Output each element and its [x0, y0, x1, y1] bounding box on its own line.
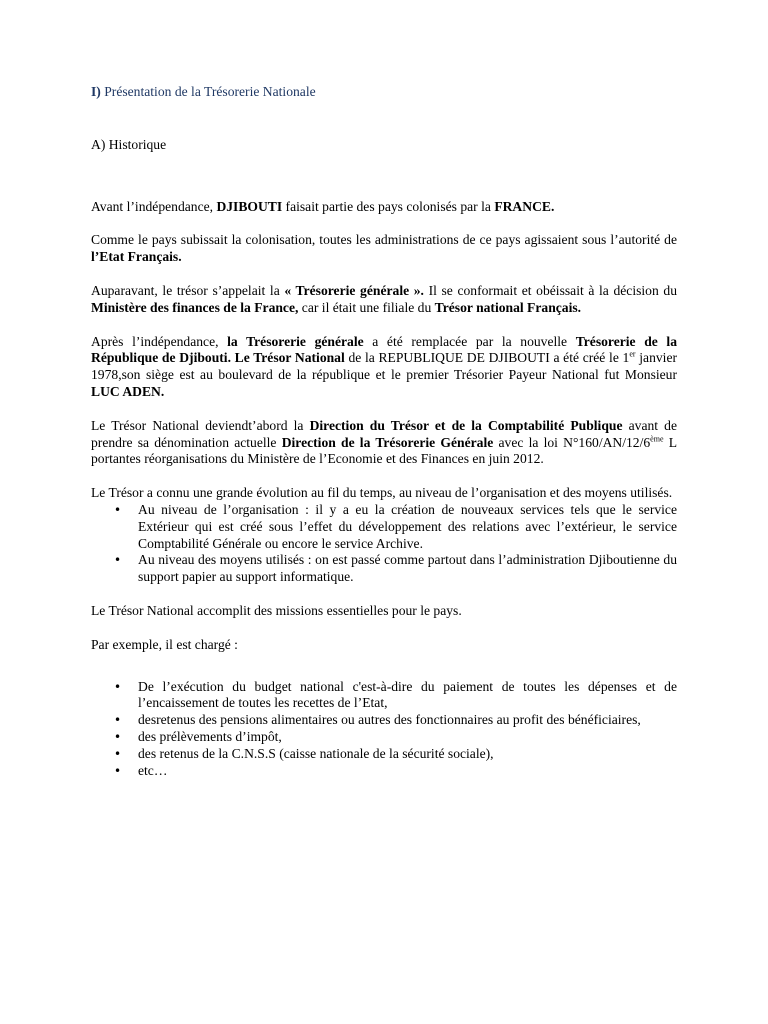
paragraph-3	[91, 283, 677, 317]
list-item: • etc…	[138, 763, 677, 780]
text-run: de la REPUBLIQUE DE DJIBOUTI a été créé le 1	[344, 350, 630, 366]
text-run: Comme le pays subissait la colonisation, toutes les administrations de ce pays agissaient sous l’autorité de	[91, 232, 677, 248]
paragraph-8: Par exemple, il est chargé :	[91, 636, 238, 652]
bullet-list-missions	[91, 679, 677, 780]
section-number: I)	[91, 84, 101, 99]
paragraph-7: Le Trésor National accomplit des missions essentielles pour le pays.	[91, 602, 462, 618]
text-run: car il était une filiale du	[298, 299, 435, 315]
paragraph-6: Le Trésor a connu une grande évolution au fil du temps, au niveau de l’organisation et des moyens utilisés.	[91, 485, 673, 501]
paragraph-5	[91, 418, 677, 468]
text-run: Le Trésor National deviendt’abord la	[91, 417, 310, 433]
text-run: Après l’indépendance,	[91, 333, 228, 349]
bold-run: Trésorerie de la République de Djibouti. Le Trésor National	[91, 333, 677, 366]
text-run: avec la loi N°160/AN/12/6	[493, 434, 651, 450]
text-run: avant de prendre sa dénomination actuelle	[91, 417, 677, 450]
section-title	[91, 84, 677, 101]
bold-run: DJIBOUTI	[216, 198, 283, 214]
list-item: • desretenus des pensions alimentaires ou autres des fonctionnaires au profit des bénéficiaires,	[138, 712, 677, 729]
bold-run: « Trésorerie générale ».	[284, 282, 424, 298]
list-item: • des retenus de la C.N.S.S (caisse nationale de la sécurité sociale),	[138, 746, 677, 763]
subsection-heading: A) Historique	[91, 136, 167, 152]
text-run: faisait partie des pays colonisés par la	[282, 198, 495, 214]
list-item: • De l’exécution du budget national c'est-à-dire du paiement de toutes les dépenses et de l’encaissement de toutes les recettes de l’Etat,	[138, 679, 677, 713]
text-run: L portantes réorganisations du Ministère de l’Economie et des Finances en juin 2012.	[91, 434, 678, 467]
section-title-text: Présentation de la Trésorerie Nationale	[100, 84, 316, 99]
list-item: • des prélèvements d’impôt,	[138, 729, 677, 746]
list-item: • Au niveau des moyens utilisés : on est passé comme partout dans l’administration Djiboutienne du support papier au support informatique.	[138, 552, 677, 586]
text-run: Auparavant, le trésor s’appelait la	[91, 282, 285, 298]
text-run: a été remplacée par la nouvelle	[363, 333, 576, 349]
bold-run: FRANCE.	[494, 198, 555, 214]
superscript: er	[629, 349, 636, 359]
bold-run: Direction de la Trésorerie Générale	[281, 434, 494, 450]
bold-run: Ministère des finances de la France,	[91, 299, 299, 315]
bold-run: la Trésorerie générale	[227, 333, 364, 349]
bold-run: LUC ADEN.	[91, 383, 165, 399]
list-item: • Au niveau de l’organisation : il y a eu la création de nouveaux services tels que le service Extérieur qui est créé sous l’effet du développement des relations avec l’extérieur, le service Comptabilité Générale ou encore le service Archive.	[138, 502, 677, 552]
paragraph-4	[91, 334, 677, 401]
text-run: Il se conformait et obéissait à la décision du	[423, 282, 677, 298]
bold-run: Trésor national Français.	[434, 299, 582, 315]
text-run: Avant l’indépendance,	[91, 198, 217, 214]
paragraph-2	[91, 232, 677, 266]
bold-run: Direction du Trésor et de la Comptabilité Publique	[309, 417, 623, 433]
bullet-list-evolution	[91, 502, 677, 586]
superscript: ème	[650, 434, 664, 444]
paragraph-1	[91, 199, 677, 216]
text-run: janvier 1978,son siège est au boulevard de la république et le premier Trésorier Payeur National fut Monsieur	[91, 350, 677, 383]
bold-run: l’Etat Français.	[91, 249, 182, 265]
